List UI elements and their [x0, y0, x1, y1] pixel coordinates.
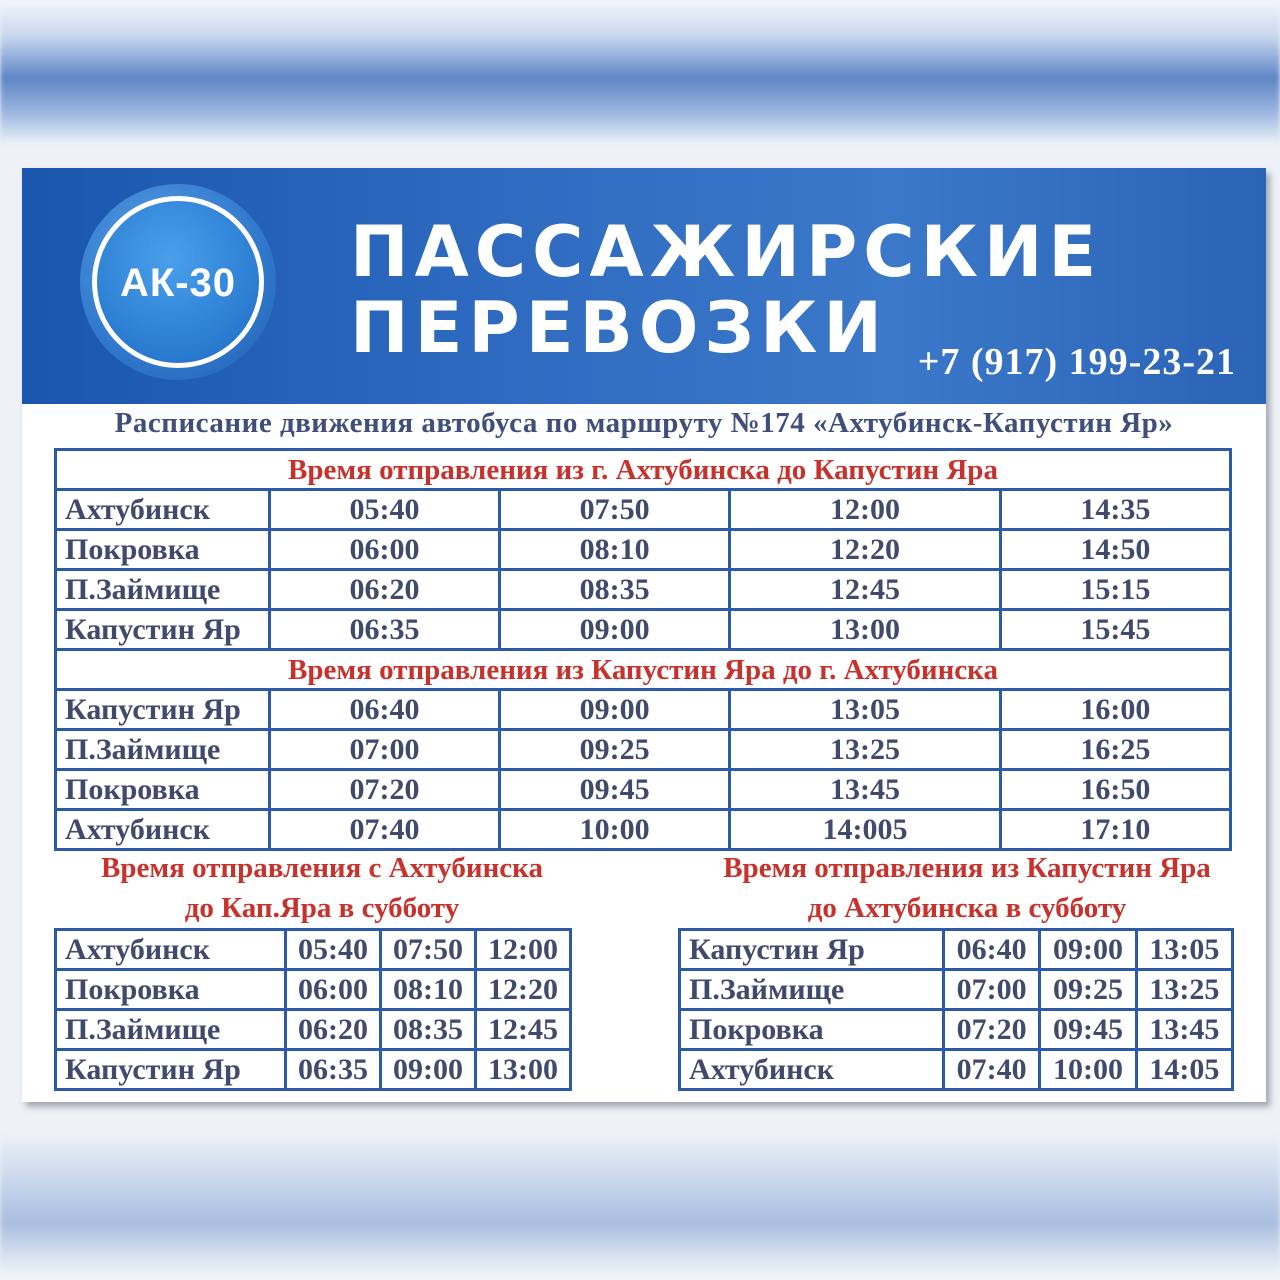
departure-time: 12:45	[730, 570, 1001, 610]
saturday-to-kapustin-yar-table	[54, 928, 572, 1091]
station-name: Ахтубинск	[56, 810, 270, 850]
company-title-line2: ПЕРЕВОЗКИ	[350, 287, 888, 369]
departure-time: 07:00	[270, 730, 500, 770]
station-name: Ахтубинск	[56, 490, 270, 530]
departure-time: 13:25	[730, 730, 1001, 770]
departure-time: 09:45	[1040, 1010, 1136, 1050]
weekday-schedule-table	[54, 448, 1232, 851]
departure-time: 09:25	[1040, 970, 1136, 1010]
table-row	[56, 730, 1231, 770]
station-name: Ахтубинск	[680, 1050, 944, 1090]
departure-time: 06:00	[270, 530, 500, 570]
departure-time: 12:20	[476, 970, 571, 1010]
departure-time: 13:05	[730, 690, 1001, 730]
schedule-sign	[22, 168, 1266, 1102]
departure-time: 09:00	[1040, 930, 1136, 970]
departure-time: 05:40	[286, 930, 381, 970]
table-row	[56, 610, 1231, 650]
station-name: Покровка	[56, 970, 286, 1010]
departure-time: 06:35	[286, 1050, 381, 1090]
departure-time: 06:20	[286, 1010, 381, 1050]
departure-time: 09:45	[500, 770, 730, 810]
header-banner	[22, 168, 1266, 404]
table-row	[680, 930, 1233, 970]
saturday-to-akhtubinsk-table	[678, 928, 1234, 1091]
departure-time: 07:00	[944, 970, 1040, 1010]
station-name: Капустин Яр	[56, 610, 270, 650]
departure-time: 13:00	[476, 1050, 571, 1090]
departure-time: 15:15	[1000, 570, 1230, 610]
departure-time: 14:50	[1000, 530, 1230, 570]
table-row	[56, 770, 1231, 810]
departure-time: 08:35	[500, 570, 730, 610]
departure-time: 08:35	[381, 1010, 476, 1050]
table-row	[56, 930, 571, 970]
departure-time: 17:10	[1000, 810, 1230, 850]
departure-time: 06:35	[270, 610, 500, 650]
departure-time: 12:00	[730, 490, 1001, 530]
departure-time: 13:25	[1136, 970, 1232, 1010]
table-row	[56, 690, 1231, 730]
departure-time: 12:45	[476, 1010, 571, 1050]
table-row	[680, 1050, 1233, 1090]
departure-time: 08:10	[500, 530, 730, 570]
saturday-left-title-line2: до Кап.Яра в субботу	[184, 892, 460, 924]
background-bottom-blur	[0, 1138, 1280, 1280]
departure-time: 16:25	[1000, 730, 1230, 770]
departure-time: 13:45	[730, 770, 1001, 810]
background-top-blur	[0, 0, 1280, 142]
departure-time: 10:00	[500, 810, 730, 850]
table-row	[56, 570, 1231, 610]
departure-time: 06:20	[270, 570, 500, 610]
company-logo	[80, 184, 276, 380]
saturday-right-title-line2: до Ахтубинска в субботу	[807, 892, 1127, 924]
table-row	[56, 970, 571, 1010]
logo-ring	[92, 196, 264, 368]
station-name: П.Займище	[56, 1010, 286, 1050]
company-title-line1: ПАССАЖИРСКИЕ	[350, 211, 1103, 293]
section-header-row	[56, 650, 1231, 690]
section-title-to-kapustin-yar: Время отправления из г. Ахтубинска до Капустин Яра	[56, 450, 1231, 490]
station-name: П.Займище	[56, 730, 270, 770]
table-row	[56, 530, 1231, 570]
departure-time: 13:45	[1136, 1010, 1232, 1050]
saturday-right-title	[682, 848, 1252, 928]
station-name: Капустин Яр	[56, 690, 270, 730]
departure-time: 13:05	[1136, 930, 1232, 970]
departure-time: 14:005	[730, 810, 1001, 850]
departure-time: 07:20	[270, 770, 500, 810]
departure-time: 09:00	[500, 690, 730, 730]
departure-time: 08:10	[381, 970, 476, 1010]
table-row	[56, 490, 1231, 530]
station-name: Ахтубинск	[56, 930, 286, 970]
station-name: Капустин Яр	[680, 930, 944, 970]
departure-time: 15:45	[1000, 610, 1230, 650]
station-name: Капустин Яр	[56, 1050, 286, 1090]
departure-time: 07:50	[500, 490, 730, 530]
departure-time: 07:50	[381, 930, 476, 970]
departure-time: 09:00	[500, 610, 730, 650]
station-name: Покровка	[56, 530, 270, 570]
table-row	[680, 1010, 1233, 1050]
departure-time: 16:00	[1000, 690, 1230, 730]
departure-time: 06:00	[286, 970, 381, 1010]
route-subtitle: Расписание движения автобуса по маршруту №174 «Ахтубинск-Капустин Яр»	[114, 407, 1174, 439]
departure-time: 09:25	[500, 730, 730, 770]
saturday-right-title-line1: Время отправления из Капустин Яра	[723, 852, 1211, 884]
station-name: Покровка	[56, 770, 270, 810]
saturday-left-title	[52, 848, 592, 928]
departure-time: 10:00	[1040, 1050, 1136, 1090]
table-row	[680, 970, 1233, 1010]
departure-time: 14:35	[1000, 490, 1230, 530]
phone-number: +7 (917) 199-23-21	[917, 341, 1236, 383]
table-row	[56, 1050, 571, 1090]
departure-time: 12:00	[476, 930, 571, 970]
departure-time: 07:40	[944, 1050, 1040, 1090]
table-row	[56, 810, 1231, 850]
departure-time: 09:00	[381, 1050, 476, 1090]
departure-time: 07:40	[270, 810, 500, 850]
departure-time: 12:20	[730, 530, 1001, 570]
saturday-left-title-line1: Время отправления с Ахтубинска	[101, 852, 543, 884]
departure-time: 06:40	[944, 930, 1040, 970]
station-name: Покровка	[680, 1010, 944, 1050]
departure-time: 16:50	[1000, 770, 1230, 810]
departure-time: 05:40	[270, 490, 500, 530]
section-header-row	[56, 450, 1231, 490]
station-name: П.Займище	[56, 570, 270, 610]
logo-text: АК-30	[119, 261, 237, 305]
departure-time: 07:20	[944, 1010, 1040, 1050]
table-row	[56, 1010, 571, 1050]
departure-time: 14:05	[1136, 1050, 1232, 1090]
station-name: П.Займище	[680, 970, 944, 1010]
section-title-to-akhtubinsk: Время отправления из Капустин Яра до г. Ахтубинска	[56, 650, 1231, 690]
departure-time: 06:40	[270, 690, 500, 730]
departure-time: 13:00	[730, 610, 1001, 650]
